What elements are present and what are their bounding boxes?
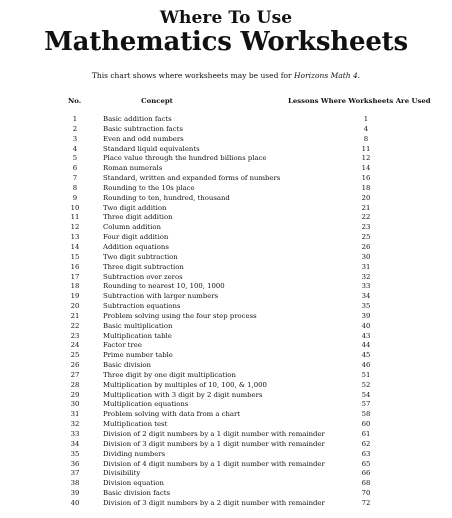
row-lessons: 62: [361, 439, 371, 448]
table-row: [0, 430, 452, 440]
row-lessons: 11: [361, 144, 371, 153]
row-number: 3: [72, 134, 78, 143]
row-lessons: 18: [361, 183, 371, 192]
table-row: [0, 145, 452, 155]
row-concept: Even and odd numbers: [103, 134, 184, 143]
table-row: [0, 223, 452, 233]
table-row: [0, 489, 452, 499]
row-concept: Division of 3 digit numbers by a 1 digit number with remainder: [103, 439, 325, 448]
row-lessons: 54: [361, 390, 371, 399]
row-concept: Standard, written and expanded forms of numbers: [103, 174, 281, 183]
row-number: 31: [70, 410, 80, 419]
row-lessons: 8: [363, 134, 369, 143]
row-concept: Rounding to ten, hundred, thousand: [103, 193, 230, 202]
table-row: [0, 440, 452, 450]
row-number: 23: [70, 331, 80, 340]
row-lessons: 66: [361, 469, 371, 478]
row-number: 27: [70, 370, 80, 379]
table-row: [0, 154, 452, 164]
table-row: [0, 479, 452, 489]
intro-prefix: This chart shows where worksheets may be used for: [91, 71, 295, 80]
row-concept: Roman numerals: [103, 164, 163, 173]
row-number: 1: [72, 115, 78, 123]
row-concept: Division of 2 digit numbers by a 1 digit number with remainder: [103, 430, 325, 438]
row-lessons: 43: [361, 331, 371, 340]
row-lessons: 40: [361, 321, 371, 330]
table-row: [0, 361, 452, 371]
row-number: 5: [72, 154, 78, 163]
row-lessons: 44: [361, 341, 371, 350]
row-number: 9: [72, 193, 78, 202]
row-number: 25: [70, 351, 80, 360]
row-concept: Two digit subtraction: [103, 252, 178, 261]
table-row: [0, 351, 452, 361]
row-lessons: 25: [361, 233, 371, 242]
row-number: 7: [72, 174, 78, 183]
row-lessons: 20: [361, 193, 371, 202]
table-row: [0, 243, 452, 253]
row-concept: Problem solving with data from a chart: [103, 410, 241, 419]
table-row: [0, 135, 452, 145]
table-row: [0, 213, 452, 223]
row-concept: Division of 4 digit numbers by a 1 digit number with remainder: [103, 459, 325, 468]
page-title: Mathematics Worksheets: [44, 27, 408, 57]
table-row: [0, 499, 452, 509]
row-lessons: 57: [361, 400, 371, 409]
row-lessons: 52: [361, 380, 371, 389]
intro-book-title: Horizons Math 4.: [294, 71, 361, 80]
column-header-concept: Concept: [141, 97, 173, 105]
row-number: 34: [70, 439, 80, 448]
row-number: 4: [72, 144, 78, 153]
table-row: [0, 184, 452, 194]
row-concept: Subtraction with larger numbers: [103, 292, 219, 301]
table-row: [0, 263, 452, 273]
row-number: 29: [70, 390, 80, 399]
row-lessons: 61: [361, 430, 371, 438]
row-lessons: 35: [361, 302, 371, 311]
table-row: [0, 400, 452, 410]
row-concept: Multiplication equations: [103, 400, 189, 409]
row-number: 10: [70, 203, 80, 212]
row-number: 36: [70, 459, 80, 468]
column-header-lessons: Lessons Where Worksheets Are Used: [288, 97, 431, 105]
table-row: [0, 125, 452, 135]
title-line-1: Where To Use: [159, 8, 293, 28]
row-number: 32: [70, 420, 80, 429]
row-lessons: 22: [361, 213, 371, 222]
row-number: 24: [70, 341, 80, 350]
table-row: [0, 174, 452, 184]
row-number: 26: [70, 361, 80, 370]
row-number: 6: [72, 164, 78, 173]
table-row: [0, 322, 452, 332]
row-lessons: 45: [361, 351, 371, 360]
table-row: [0, 371, 452, 381]
table-row: [0, 292, 452, 302]
table-row: [0, 450, 452, 460]
row-concept: Addition equations: [103, 242, 169, 251]
row-number: 17: [70, 272, 80, 281]
row-number: 39: [70, 489, 80, 498]
row-concept: Subtraction equations: [103, 302, 181, 311]
row-number: 14: [70, 242, 80, 251]
row-lessons: 51: [361, 370, 371, 379]
table-row: [0, 115, 452, 125]
row-concept: Divisibility: [103, 469, 141, 478]
row-number: 20: [70, 302, 80, 311]
row-number: 13: [70, 233, 80, 242]
row-concept: Column addition: [103, 223, 161, 232]
table-row: [0, 460, 452, 470]
row-number: 38: [70, 479, 80, 488]
row-number: 18: [70, 282, 80, 291]
row-lessons: 39: [361, 311, 371, 320]
row-concept: Rounding to nearest 10, 100, 1000: [103, 282, 225, 291]
row-number: 12: [70, 223, 80, 232]
row-lessons: 4: [363, 124, 369, 133]
row-number: 33: [70, 430, 80, 438]
table-row: [0, 469, 452, 479]
table-row: [0, 381, 452, 391]
row-lessons: 65: [361, 459, 371, 468]
row-concept: Division of 3 digit numbers by a 2 digit number with remainder: [103, 498, 325, 507]
intro-text: [0, 71, 452, 80]
row-lessons: 30: [361, 252, 371, 261]
row-concept: Basic multiplication: [103, 321, 173, 330]
row-concept: Multiplication by multiples of 10, 100, & 1,000: [103, 380, 267, 389]
row-number: 15: [70, 252, 80, 261]
row-lessons: 16: [361, 174, 371, 183]
table-row: [0, 282, 452, 292]
worksheet-table: [0, 115, 452, 509]
row-concept: Multiplication test: [103, 420, 168, 429]
row-concept: Three digit subtraction: [103, 262, 184, 271]
row-number: 11: [70, 213, 80, 222]
table-row: [0, 302, 452, 312]
row-concept: Subtraction over zeros: [103, 272, 183, 281]
row-lessons: 1: [363, 115, 369, 123]
row-number: 37: [70, 469, 80, 478]
row-number: 35: [70, 449, 80, 458]
table-row: [0, 273, 452, 283]
row-number: 8: [72, 183, 78, 192]
row-lessons: 68: [361, 479, 371, 488]
row-concept: Standard liquid equivalents: [103, 144, 200, 153]
table-row: [0, 204, 452, 214]
row-concept: Three digit addition: [103, 213, 173, 222]
row-concept: Factor tree: [103, 341, 142, 350]
table-row: [0, 253, 452, 263]
table-row: [0, 332, 452, 342]
row-concept: Basic subtraction facts: [103, 124, 183, 133]
row-concept: Division equation: [103, 479, 164, 488]
row-number: 22: [70, 321, 80, 330]
row-lessons: 63: [361, 449, 371, 458]
row-concept: Basic division facts: [103, 489, 171, 498]
table-row: [0, 410, 452, 420]
row-lessons: 46: [361, 361, 371, 370]
row-concept: Four digit addition: [103, 233, 169, 242]
row-lessons: 21: [361, 203, 371, 212]
table-row: [0, 420, 452, 430]
row-concept: Multiplication with 3 digit by 2 digit numbers: [103, 390, 263, 399]
column-header-no: No.: [68, 97, 82, 105]
row-concept: Place value through the hundred billions place: [103, 154, 267, 163]
row-number: 16: [70, 262, 80, 271]
table-row: [0, 164, 452, 174]
row-lessons: 72: [361, 498, 371, 507]
row-lessons: 26: [361, 242, 371, 251]
table-row: [0, 391, 452, 401]
row-lessons: 23: [361, 223, 371, 232]
row-lessons: 60: [361, 420, 371, 429]
row-lessons: 12: [361, 154, 371, 163]
row-number: 40: [70, 498, 80, 507]
table-row: [0, 233, 452, 243]
row-number: 2: [72, 124, 78, 133]
row-concept: Prime number table: [103, 351, 173, 360]
row-number: 30: [70, 400, 80, 409]
row-concept: Two digit addition: [103, 203, 167, 212]
row-concept: Multiplication table: [103, 331, 172, 340]
row-lessons: 31: [361, 262, 371, 271]
row-lessons: 34: [361, 292, 371, 301]
row-number: 21: [70, 311, 80, 320]
row-concept: Dividing numbers: [103, 449, 166, 458]
table-row: [0, 312, 452, 322]
row-lessons: 58: [361, 410, 371, 419]
row-concept: Rounding to the 10s place: [103, 183, 195, 192]
row-lessons: 33: [361, 282, 371, 291]
row-number: 28: [70, 380, 80, 389]
row-number: 19: [70, 292, 80, 301]
table-row: [0, 341, 452, 351]
table-row: [0, 194, 452, 204]
row-concept: Three digit by one digit multiplication: [103, 370, 236, 379]
row-lessons: 32: [361, 272, 371, 281]
row-lessons: 14: [361, 164, 371, 173]
row-lessons: 70: [361, 489, 371, 498]
row-concept: Basic division: [103, 361, 151, 370]
row-concept: Problem solving using the four step process: [103, 311, 257, 320]
row-concept: Basic addition facts: [103, 115, 172, 123]
